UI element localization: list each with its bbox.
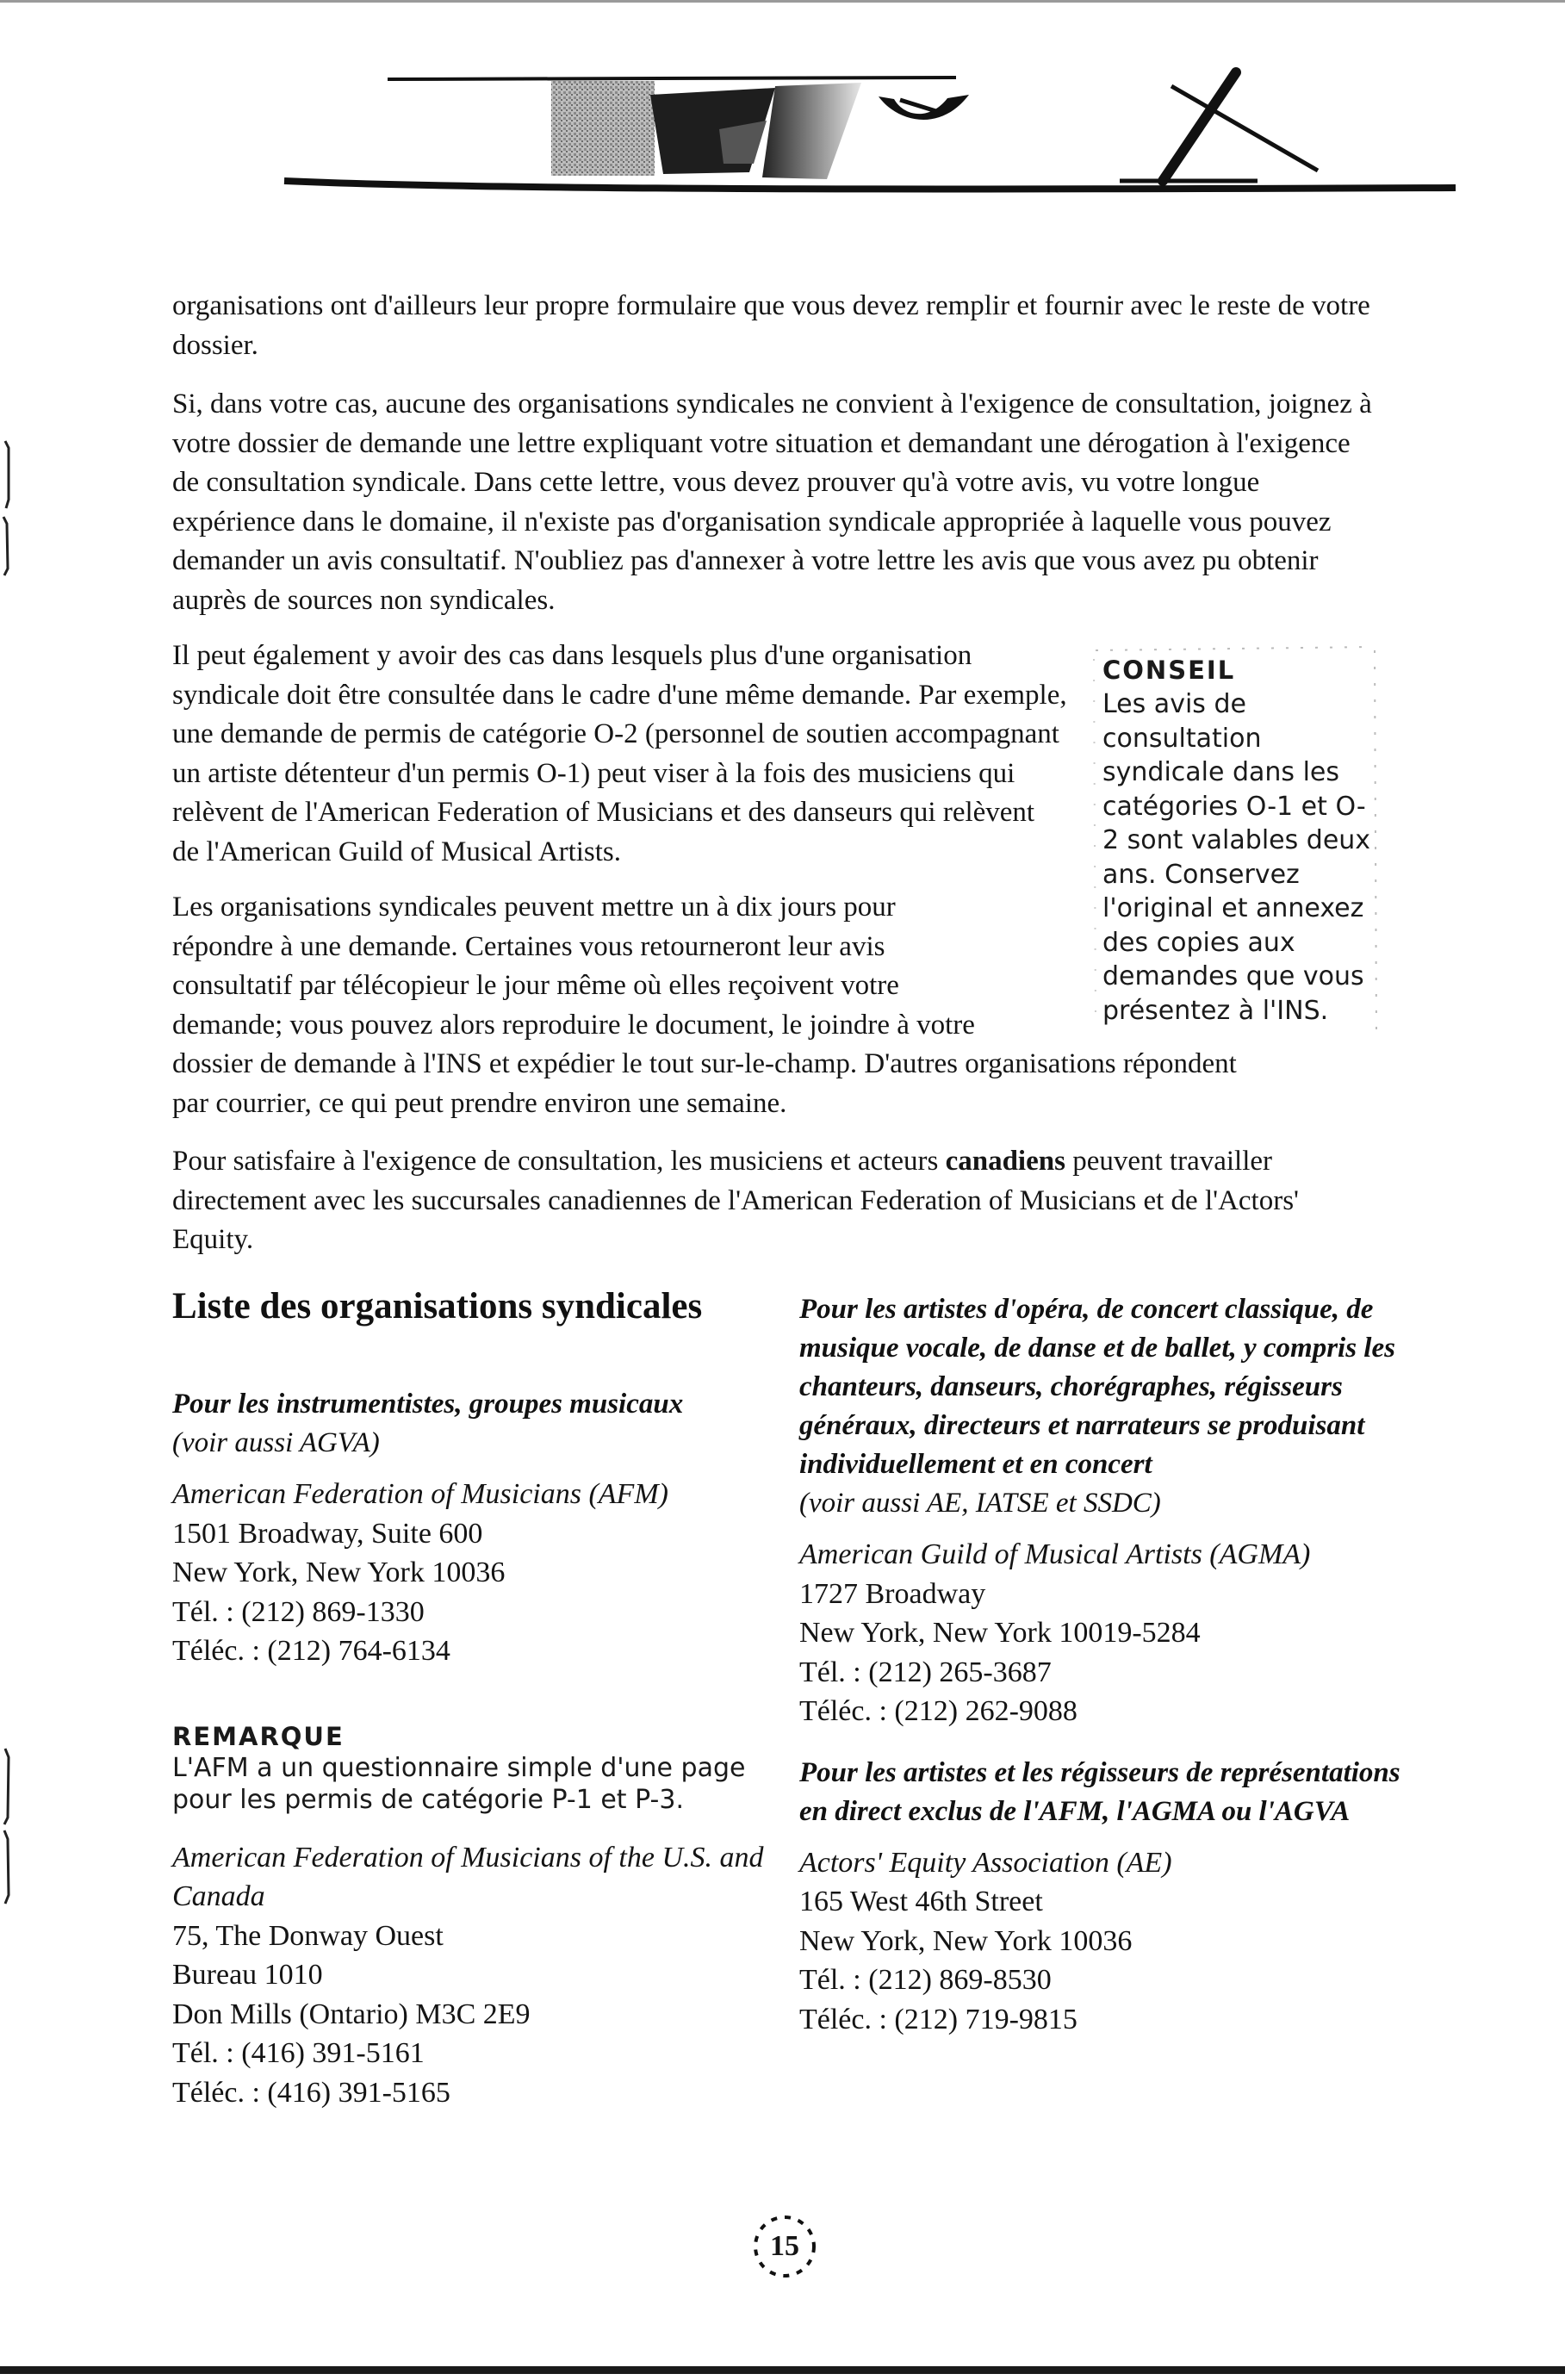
address-line: New York, New York 10036: [799, 1924, 1133, 1957]
section-title: Liste des organisations syndicales: [172, 1286, 703, 1327]
phone-line: Tél. : (212) 265-3687: [799, 1656, 1052, 1688]
remark-heading: REMARQUE: [172, 1721, 345, 1751]
paragraph-line: consultatif par télécopieur le jour même où elles reçoivent votre: [172, 970, 899, 1001]
fax-line: Téléc. : (212) 262-9088: [799, 1695, 1077, 1727]
org-name: American Federation of Musicians (AFM): [172, 1478, 668, 1510]
right-column: [799, 1290, 1402, 2061]
audience-heading-opera-dance: [799, 1290, 1402, 1523]
org-name: Actors' Equity Association (AE): [799, 1846, 1172, 1879]
org-agma: [799, 1535, 1402, 1731]
paragraph-canadian-artists: [172, 1142, 1378, 1260]
paragraph-multiple-organisations: Il peut également y avoir des cas dans lesquels plus d'une organisation syndicale doit être consultée dans le cadre d'une même demande. Par exemple, une demande de permis de catégorie O-2 (personnel de soutien accompagnant un artiste détenteur d'un permis O-1) peut viser à la fois des musiciens qui relèvent de l'American Federation of Musicians et des danseurs qui relèvent de l'American Guild of Musical Artists.: [172, 640, 1067, 867]
phone-line: Tél. : (416) 391-5161: [172, 2037, 425, 2069]
tip-heading: CONSEIL: [1102, 656, 1236, 685]
audience-note: (voir aussi AE, IATSE et SSDC): [799, 1488, 1161, 1519]
page-number: 15: [770, 2230, 799, 2262]
binding-marks: [0, 0, 26, 2380]
org-name: American Guild of Musical Artists (AGMA): [799, 1538, 1311, 1570]
page-bottom-border: [0, 2366, 1565, 2374]
audience-text: Pour les instrumentistes, groupes musicaux: [172, 1389, 684, 1420]
paragraph-exemption-request: Si, dans votre cas, aucune des organisations syndicales ne convient à l'exigence de consultation, joignez à votre dossier de demande une lettre expliquant votre situation et demandant une dérogation à l'exigence de consultation syndicale. Dans cette lettre, vous devez prouver qu'à votre avis, vu votre longue expérience dans le domaine, il n'existe pas d'organisation syndicale appropriée à laquelle vous pouvez demander un avis consultatif. N'oubliez pas d'annexer à votre lettre les avis que vous avez pu obtenir auprès de sources non syndicales.: [172, 388, 1372, 616]
paragraph-text: peuvent travailler directement avec les succursales canadiennes de l'American Federation of Musicians et de l'Actors' Equity.: [172, 1146, 1299, 1255]
fax-line: Téléc. : (212) 764-6134: [172, 1635, 450, 1667]
org-name: American Federation of Musicians of the U.S. and Canada: [172, 1841, 764, 1912]
address-line: New York, New York 10036: [172, 1557, 506, 1588]
page-top-border: [0, 0, 1565, 3]
tip-sidebar: [1102, 655, 1378, 1028]
emphasis-canadiens: canadiens: [945, 1146, 1065, 1177]
phone-line: Tél. : (212) 869-8530: [799, 1964, 1052, 1996]
address-line: New York, New York 10019-5284: [799, 1617, 1201, 1649]
address-line: 1501 Broadway, Suite 600: [172, 1517, 483, 1550]
paragraph-line: demande; vous pouvez alors reproduire le document, le joindre à votre: [172, 1009, 975, 1041]
remark-box: [172, 1721, 775, 1816]
address-line: 75, The Donway Ouest: [172, 1919, 444, 1952]
audience-heading-live-performance: Pour les artistes et les régisseurs de représentations en direct exclus de l'AFM, l'AGMA ou l'AGVA: [799, 1756, 1400, 1827]
address-line: 1727 Broadway: [799, 1577, 986, 1610]
address-line: 165 West 46th Street: [799, 1886, 1043, 1917]
page-number-badge: [750, 2212, 819, 2281]
org-afm: [172, 1475, 775, 1671]
address-line: Bureau 1010: [172, 1959, 323, 1991]
audience-note: (voir aussi AGVA): [172, 1427, 380, 1458]
left-column: [172, 1385, 775, 2135]
audience-heading-instrumentalists: [172, 1385, 775, 1463]
org-actors-equity: [799, 1843, 1402, 2040]
paragraph-line: répondre à une demande. Certaines vous retourneront leur avis: [172, 930, 885, 962]
fax-line: Téléc. : (416) 391-5165: [172, 2076, 450, 2109]
paragraph-line: dossier de demande à l'INS et expédier le tout sur-le-champ. D'autres organisations répondent: [172, 1048, 1237, 1079]
paragraph-intro-continuation: organisations ont d'ailleurs leur propre formulaire que vous devez remplir et fournir avec le reste de votre dossier.: [172, 290, 1370, 361]
remark-text: L'AFM a un questionnaire simple d'une page pour les permis de catégorie P-1 et P-3.: [172, 1752, 746, 1815]
audience-text: Pour les artistes d'opéra, de concert classique, de musique vocale, de danse et de ballet, y compris les chanteurs, danseurs, chorégraphes, régisseurs généraux, directeurs et narrateurs se produisant individuellement et en concert: [799, 1294, 1395, 1480]
address-line: Don Mills (Ontario) M3C 2E9: [172, 1998, 531, 2030]
phone-line: Tél. : (212) 869-1330: [172, 1595, 425, 1628]
header-banner-icon: [258, 60, 1464, 207]
org-afm-canada: [172, 1838, 775, 2113]
paragraph-text: Pour satisfaire à l'exigence de consultation, les musiciens et acteurs: [172, 1146, 946, 1177]
paragraph-line: Les organisations syndicales peuvent mettre un à dix jours pour: [172, 892, 896, 923]
tip-text: Les avis de consultation syndicale dans les catégories O-1 et O-2 sont valables deux ans. Conservez l'original et annexez des copies aux demandes que vous présentez à l'INS.: [1102, 689, 1371, 1026]
fax-line: Téléc. : (212) 719-9815: [799, 2003, 1077, 2035]
paragraph-line: par courrier, ce qui peut prendre environ une semaine.: [172, 1087, 787, 1119]
